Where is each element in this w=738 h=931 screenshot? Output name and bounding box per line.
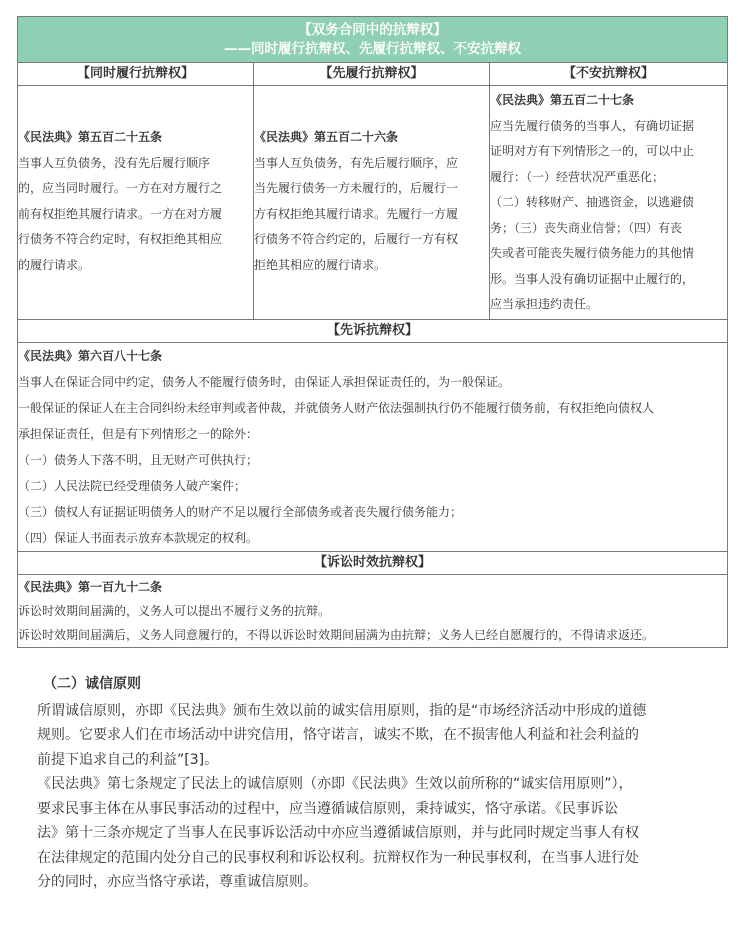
section3-heading: 【诉讼时效抗辩权】: [18, 552, 728, 575]
col1-cell: [18, 86, 254, 320]
col2-line: 方有权拒绝其履行请求。先履行一方履: [254, 206, 459, 221]
section2-body: [18, 343, 728, 552]
paragraph-line: 所谓诚信原则，亦即《民法典》颁布生效以前的诚实信用原则，指的是“市场经济活动中形成的道德: [37, 702, 647, 719]
paragraph-line: 要求民事主体在从事民事活动的过程中，应当遵循诚信原则，秉持诚实，恪守承诺。《民事诉讼: [37, 800, 618, 817]
table-container: [17, 16, 727, 648]
good-faith-section: [37, 672, 707, 895]
col1-article: 《民法典》第五百二十五条: [18, 130, 163, 144]
header-subtitle: ——同时履行抗辩权、先履行抗辩权、不安抗辩权: [224, 41, 521, 57]
paragraph-line: 分的同时，亦应当恪守承诺，尊重诚信原则。: [37, 874, 317, 890]
col3-heading: 【不安抗辩权】: [490, 63, 728, 86]
col2-line: 当事人互负债务，有先后履行顺序，应: [254, 155, 459, 170]
section2-line: 当事人在保证合同中约定，债务人不能履行债务时，由保证人承担保证责任的，为一般保证。: [18, 375, 511, 389]
paragraph-line: 《民法典》第七条规定了民法上的诚信原则（亦即《民法典》生效以前所称的“诚实信用原则”），: [37, 776, 633, 792]
table-header: [18, 17, 728, 63]
col1-line: 当事人互负债务，没有先后履行顺序: [18, 155, 211, 170]
paragraph-line: 前提下追求自己的利益”[3]。: [37, 751, 219, 768]
section3-article: 《民法典》第一百九十二条: [18, 580, 163, 594]
section2-line: （四）保证人书面表示放弃本款规定的权利。: [18, 531, 259, 545]
col1-line: 行债务不符合约定时，有权拒绝其相应: [18, 232, 223, 246]
col2-article: 《民法典》第五百二十六条: [254, 130, 399, 144]
section2-line: 承担保证责任，但是有下列情形之一的除外：: [18, 427, 259, 441]
section3-body: [18, 575, 728, 648]
col2-line: 行债务不符合约定的，后履行一方有权: [254, 232, 459, 246]
col1-line: 的履行请求。: [18, 257, 91, 272]
col2-heading: 【先履行抗辩权】: [254, 63, 490, 86]
section2-line: （三）债权人有证据证明债务人的财产不足以履行全部债务或者丧失履行债务能力；: [18, 505, 463, 519]
section-subheading: （二）诚信原则: [43, 676, 141, 692]
col3-line: 形。当事人没有确切证据中止履行的，: [490, 271, 695, 286]
section2-line: （二）人民法院已经受理债务人破产案件；: [18, 479, 247, 493]
col3-line: 失或者可能丧失履行债务能力的其他情: [490, 246, 695, 260]
section3-line: 诉讼时效期间届满的，义务人可以提出不履行义务的抗辩。: [18, 604, 331, 618]
section2-line: 一般保证的保证人在主合同纠纷未经审判或者仲裁，并就债务人财产依法强制执行仍不能履行债务前，有权拒绝向债权人: [18, 401, 655, 415]
col1-heading: 【同时履行抗辩权】: [18, 63, 254, 86]
col2-cell: [254, 86, 490, 320]
col2-line: 当先履行债务一方未履行的，后履行一: [254, 181, 459, 195]
defense-rights-table: [17, 16, 728, 648]
section3-line: 诉讼时效期间届满后，义务人同意履行的，不得以诉讼时效期间届满为由抗辩；义务人已经自愿履行的，不得请求返还。: [18, 628, 655, 642]
col3-line: （二）转移财产、抽逃资金，以逃避债: [490, 195, 695, 209]
col3-line: 应当先履行债务的当事人，有确切证据: [490, 118, 695, 133]
col3-line: 应当承担违约责任。: [490, 297, 599, 311]
section2-line: （一）债务人下落不明，且无财产可供执行；: [18, 453, 259, 467]
section2-heading: 【先诉抗辩权】: [18, 320, 728, 343]
col1-line: 前有权拒绝其履行请求。一方在对方履: [18, 206, 223, 221]
col2-line: 拒绝其相应的履行请求。: [254, 257, 387, 272]
paragraph-line: 规则。它要求人们在市场活动中讲究信用，恪守诺言，诚实不欺，在不损害他人利益和社会利益的: [37, 727, 639, 743]
paragraph-line: 在法律规定的范围内处分自己的民事权利和诉讼权利。抗辩权作为一种民事权利，在当事人进行处: [37, 849, 639, 866]
col3-article: 《民法典》第五百二十七条: [490, 93, 635, 107]
col1-line: 的，应当同时履行。一方在对方履行之: [18, 181, 223, 195]
section2-article: 《民法典》第六百八十七条: [18, 349, 163, 363]
col3-cell: [490, 86, 728, 320]
col3-line: 证明对方有下列情形之一的，可以中止: [490, 144, 695, 158]
col3-line: 履行：（一）经营状况严重恶化；: [490, 169, 665, 184]
header-title: 【双务合同中的抗辩权】: [298, 22, 447, 38]
col3-line: 务；（三）丧失商业信誉；（四）有丧: [490, 220, 683, 235]
paragraph-line: 法》第十三条亦规定了当事人在民事诉讼活动中亦应当遵循诚信原则，并与此同时规定当事人有权: [37, 825, 639, 841]
